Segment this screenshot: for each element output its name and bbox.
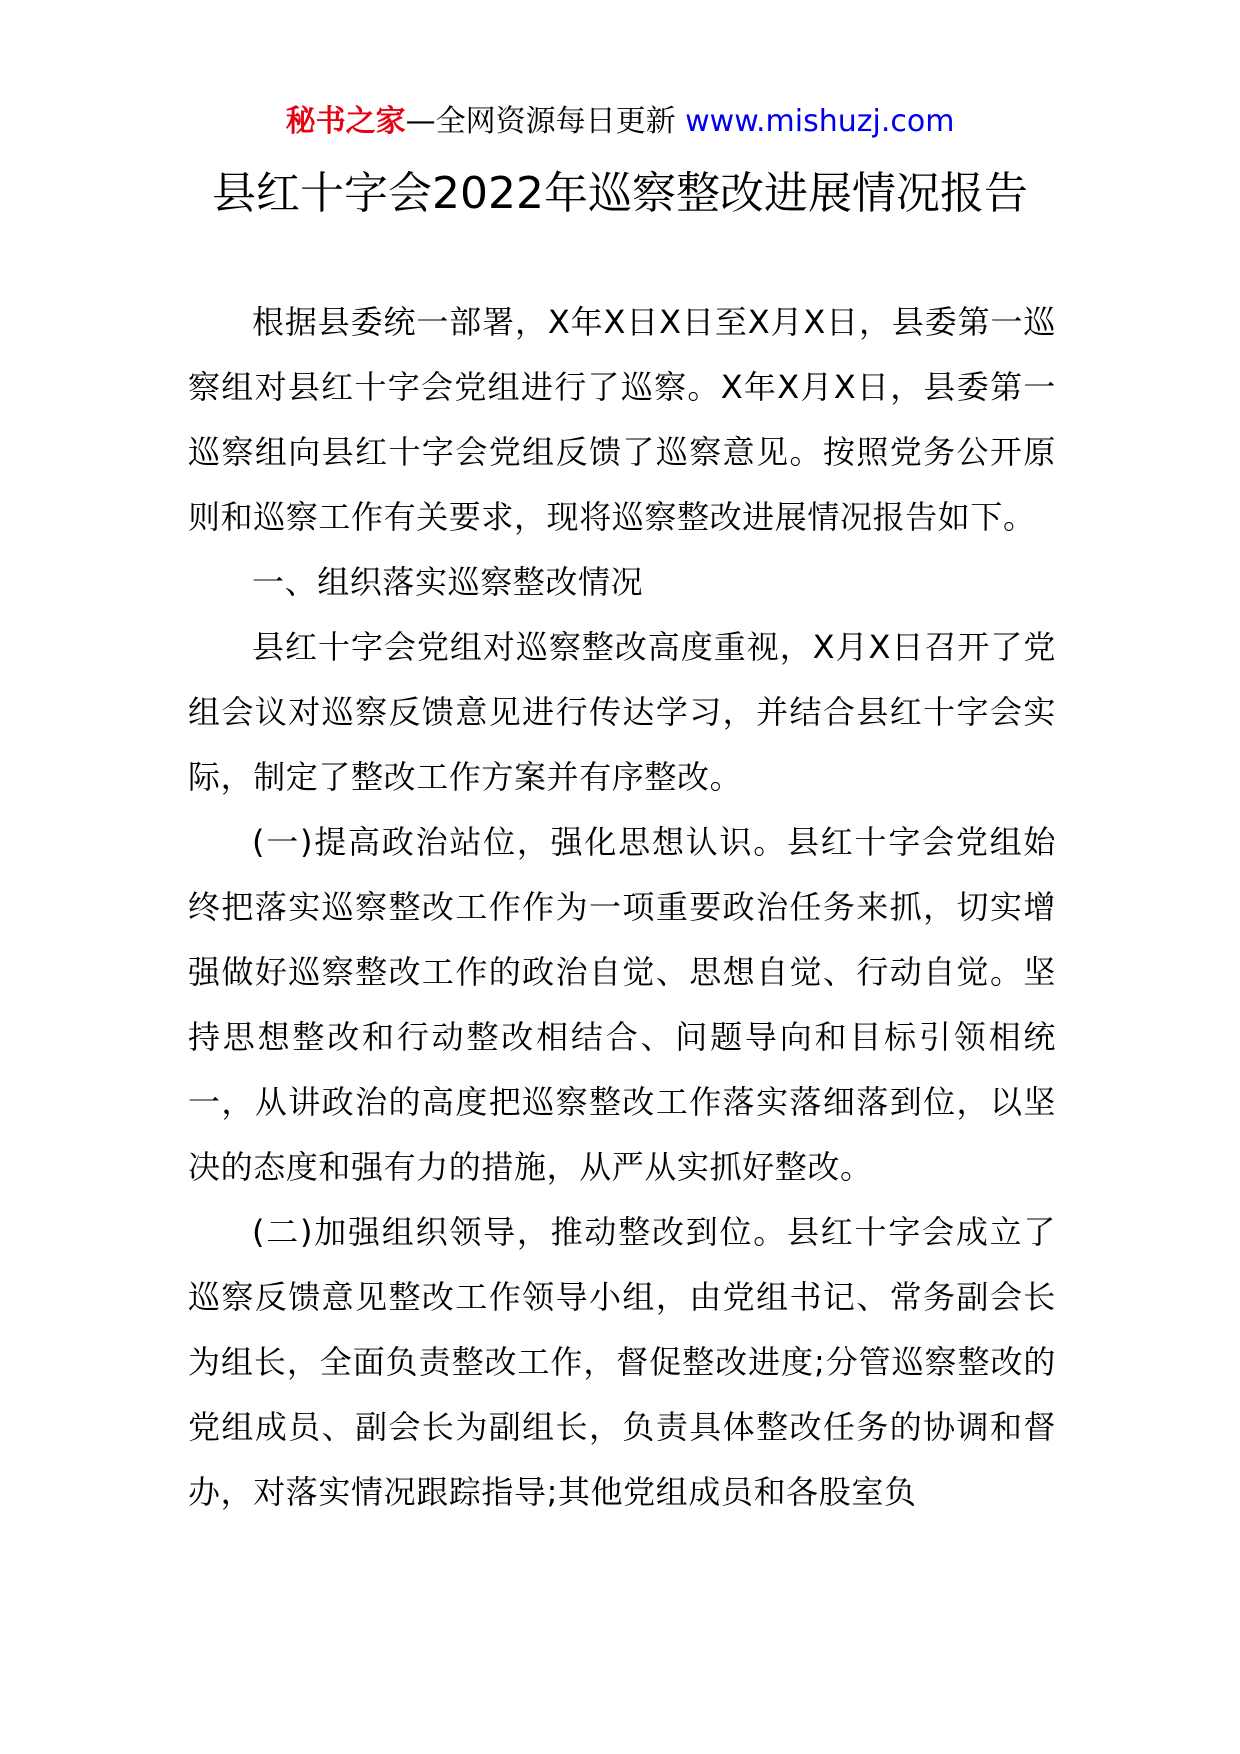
section-heading-1: 一、组织落实巡察整改情况 (252, 563, 644, 601)
header-tagline: —全网资源每日更新 (405, 104, 676, 139)
paragraph-intro: 根据县委统一部署，X年X日X日至X月X日，县委第一巡察组对县红十字会党组进行了巡察。X年X月X日，县委第一巡察组向县红十字会党组反馈了巡察意见。按照党务公开原则和巡察工作有关要求，现将巡察整改进展情况报告如下。 (188, 303, 1056, 536)
site-header (0, 100, 1240, 144)
paragraph-subsection-1: (一)提高政治站位，强化思想认识。县红十字会党组始终把落实巡察整改工作作为一项重要政治任务来抓，切实增强做好巡察整改工作的政治自觉、思想自觉、行动自觉。坚持思想整改和行动整改相结合、问题导向和目标引领相统一，从讲政治的高度把巡察整改工作落实落细落到位，以坚决的态度和强有力的措施，从严从实抓好整改。 (188, 823, 1056, 1186)
paragraph-section-1: 县红十字会党组对巡察整改高度重视，X月X日召开了党组会议对巡察反馈意见进行传达学习，并结合县红十字会实际，制定了整改工作方案并有序整改。 (188, 628, 1056, 796)
site-url-link[interactable]: www.mishuzj.com (685, 104, 955, 139)
document-title: 县红十字会2022年巡察整改进展情况报告 (212, 168, 1028, 219)
document-body (188, 290, 1056, 1525)
paragraph-subsection-2: (二)加强组织领导，推动整改到位。县红十字会成立了巡察反馈意见整改工作领导小组，由党组书记、常务副会长为组长，全面负责整改工作，督促整改进度;分管巡察整改的党组成员、副会长为副组长，负责具体整改任务的协调和督办，对落实情况跟踪指导;其他党组成员和各股室负 (188, 1213, 1056, 1511)
brand-name: 秘书之家 (285, 104, 406, 139)
